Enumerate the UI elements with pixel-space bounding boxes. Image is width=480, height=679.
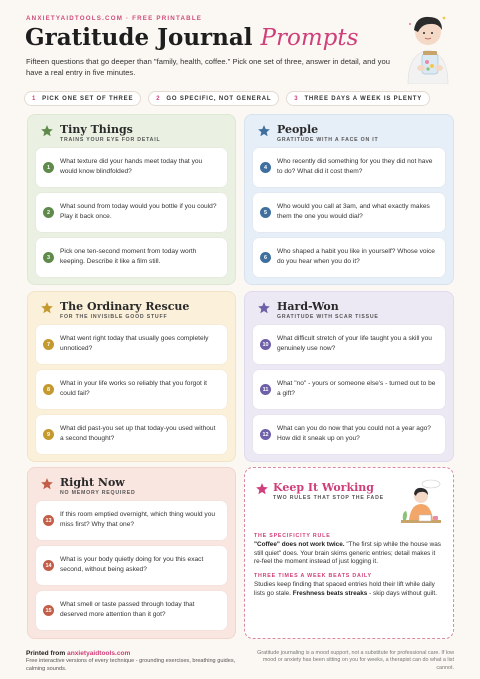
section-subtitle: FOR THE INVISIBLE GOOD STUFF — [60, 314, 168, 320]
section-right-now — [27, 467, 236, 639]
rule-1-heading: THE SPECIFICITY RULE — [254, 533, 331, 539]
prompt-text: What went right today that usually goes completely unnoticed? — [60, 335, 209, 352]
rule-2-text: Studies keep finding that spaced entries hold their lift while daily lists go stale. Freshness beats streaks - skip days without guilt. — [254, 581, 437, 597]
prompt-item — [253, 238, 445, 277]
section-title: Tiny Things — [60, 123, 133, 136]
prompt-item — [36, 546, 227, 585]
prompt-text: Pick one ten-second moment from today worth keeping. Describe it like a film still. — [60, 248, 197, 265]
star-icon — [40, 301, 54, 315]
prompt-number: 11 — [260, 384, 271, 395]
prompt-text: What smell or taste passed through today that deserved more attention than it got? — [60, 601, 195, 618]
section-people — [244, 114, 454, 285]
title-main: Gratitude Journal — [25, 24, 253, 51]
prompt-item — [36, 238, 227, 277]
prompt-item — [36, 370, 227, 409]
prompt-item — [253, 325, 445, 364]
pill-step-2: 2 GO SPECIFIC, NOT GENERAL — [148, 91, 279, 106]
rule-1-text: "Coffee" does not work twice. "The first sip while the house was still quiet" does. Your brain skims generic entries; detail makes it re-feel the moment instead of just logging it. — [254, 541, 441, 566]
prompt-item — [36, 193, 227, 232]
title-accent: Prompts — [260, 25, 359, 51]
prompt-item — [253, 370, 445, 409]
prompt-number: 7 — [43, 339, 54, 350]
star-icon — [40, 124, 54, 138]
instruction-pills — [24, 91, 430, 106]
printed-from: Printed from anxietyaidtools.com — [26, 650, 131, 657]
prompt-number: 15 — [43, 605, 54, 616]
site-link[interactable]: anxietyaidtools.com — [67, 650, 131, 657]
site-topline: ANXIETYAIDTOOLS.COM · FREE PRINTABLE — [26, 15, 203, 22]
prompt-number: 13 — [43, 515, 54, 526]
star-icon — [255, 482, 269, 496]
prompt-item — [36, 148, 227, 187]
prompt-text: What is your body quietly doing for you this exact second, without being asked? — [60, 556, 204, 573]
prompt-text: What did past-you set up that today-you used without a second thought? — [60, 425, 216, 442]
prompt-item — [36, 501, 227, 540]
section-subtitle: GRATITUDE WITH SCAR TISSUE — [277, 314, 379, 320]
prompt-number: 6 — [260, 252, 271, 263]
section-hard-won — [244, 291, 454, 462]
prompt-text: What "no" - yours or someone else's - turned out to be a gift? — [277, 380, 436, 397]
prompt-number: 14 — [43, 560, 54, 571]
prompt-number: 9 — [43, 429, 54, 440]
pill-step-1: 1 PICK ONE SET OF THREE — [24, 91, 141, 106]
footer-description: Free interactive versions of every technique - grounding exercises, breathing guides, calming sounds. — [26, 658, 236, 672]
prompt-item — [36, 591, 227, 630]
section-title: Right Now — [60, 476, 125, 489]
section-title: Hard-Won — [277, 300, 339, 313]
prompt-item — [36, 415, 227, 454]
section-subtitle: GRATITUDE WITH A FACE ON IT — [277, 137, 379, 143]
prompt-number: 10 — [260, 339, 271, 350]
prompt-text: Who recently did something for you they did not have to do? What did it cost them? — [277, 158, 433, 175]
prompt-text: What in your life works so reliably that you forgot it could fail? — [60, 380, 207, 397]
prompt-item — [253, 193, 445, 232]
section-title: People — [277, 123, 319, 136]
star-icon — [40, 477, 54, 491]
person-with-jar-illustration — [394, 10, 456, 84]
prompt-text: What difficult stretch of your life taught you a skill you genuinely use now? — [277, 335, 432, 352]
prompt-text: What texture did your hands meet today that you would know blindfolded? — [60, 158, 203, 175]
section-keep-it-working — [244, 467, 454, 639]
section-subtitle: NO MEMORY REQUIRED — [60, 490, 136, 496]
rule-2-heading: THREE TIMES A WEEK BEATS DAILY — [254, 573, 372, 579]
section-title: The Ordinary Rescue — [60, 300, 190, 313]
intro-text: Fifteen questions that go deeper than "family, health, coffee." Pick one set of three, answer in detail, and you have a real entry in five minutes. — [26, 57, 390, 77]
prompt-text: Who would you call at 3am, and what exactly makes them the one you would dial? — [277, 203, 430, 220]
prompt-number: 5 — [260, 207, 271, 218]
footer-disclaimer: Gratitude journaling is a mood support, not a substitute for professional care. If low mood or anxiety has been sitting on you for weeks, a therapist can do what a list cannot. — [257, 650, 454, 671]
prompt-number: 8 — [43, 384, 54, 395]
prompt-text: Who shaped a habit you like in yourself? Whose voice do you hear when you do it? — [277, 248, 435, 265]
section-ordinary-rescue — [27, 291, 236, 462]
star-icon — [257, 124, 271, 138]
prompt-item — [253, 148, 445, 187]
prompt-number: 4 — [260, 162, 271, 173]
star-icon — [257, 301, 271, 315]
footer-left — [26, 650, 236, 673]
pill-step-3: 3 THREE DAYS A WEEK IS PLENTY — [286, 91, 430, 106]
section-title: Keep It Working — [273, 481, 374, 494]
prompt-item — [36, 325, 227, 364]
section-subtitle: TWO RULES THAT STOP THE FADE — [273, 495, 384, 501]
section-subtitle: TRAINS YOUR EYE FOR DETAIL — [60, 137, 161, 143]
prompt-number: 2 — [43, 207, 54, 218]
person-at-desk-illustration — [397, 478, 443, 530]
page-title — [25, 24, 358, 51]
prompt-item — [253, 415, 445, 454]
prompt-text: What can you do now that you could not a year ago? How did it sneak up on you? — [277, 425, 431, 442]
prompt-number: 3 — [43, 252, 54, 263]
prompt-number: 1 — [43, 162, 54, 173]
section-tiny-things — [27, 114, 236, 285]
prompt-number: 12 — [260, 429, 271, 440]
prompt-text: What sound from today would you bottle if you could? Play it back once. — [60, 203, 217, 220]
prompt-text: If this room emptied overnight, which thing would you miss first? Why that one? — [60, 511, 216, 528]
